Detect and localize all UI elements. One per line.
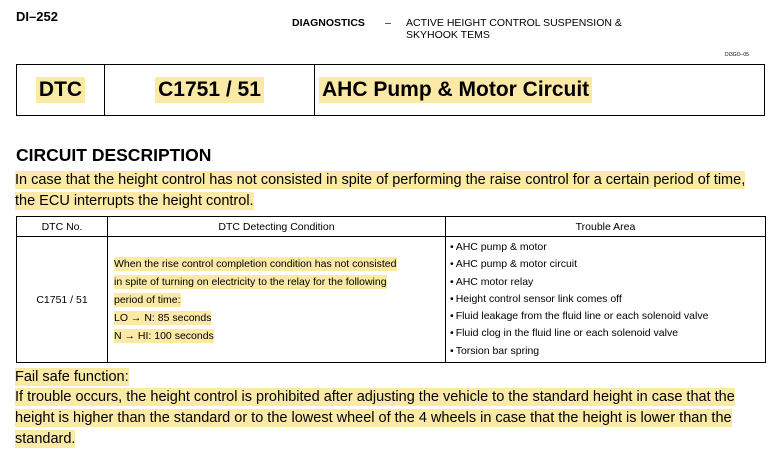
dtc-code: C1751 / 51: [155, 77, 264, 103]
circuit-description-title: CIRCUIT DESCRIPTION: [16, 145, 212, 165]
table-row: [17, 237, 766, 363]
cell-detecting-condition: [108, 237, 446, 363]
dtc-name-cell: [315, 65, 764, 115]
fail-safe-paragraph: [15, 387, 767, 450]
circuit-description-paragraph: [15, 170, 767, 212]
list-item: • AHC motor relay: [450, 274, 761, 291]
list-item: • Torsion bar spring: [450, 343, 761, 360]
circuit-description-text: In case that the height control has not consisted in spite of performing the raise control for a certain period of time, the ECU interrupts the height control.: [15, 172, 746, 209]
header-section: DIAGNOSTICS: [292, 17, 365, 29]
header-dash: –: [385, 17, 391, 29]
condition-line: N → HI: 100 seconds: [114, 329, 214, 342]
page-number: DI–252: [16, 9, 58, 24]
list-item: • Height control sensor link comes off: [450, 291, 761, 308]
list-item: • Fluid leakage from the fluid line or each solenoid valve: [450, 308, 761, 325]
cell-dtc-no: C1751 / 51: [17, 237, 108, 363]
list-item: • Fluid clog in the fluid line or each solenoid valve: [450, 325, 761, 342]
header-title: ACTIVE HEIGHT CONTROL SUSPENSION & SKYHOOK TEMS: [406, 17, 622, 41]
fail-safe-title: Fail safe function:: [15, 369, 129, 385]
condition-line: When the rise control completion condition has not consisted: [114, 257, 397, 270]
table-header-row: [17, 217, 766, 237]
fail-safe-heading: [15, 367, 767, 388]
dtc-table: [16, 216, 766, 363]
header-detecting-condition: DTC Detecting Condition: [108, 217, 446, 237]
list-item: • AHC pump & motor: [450, 239, 761, 256]
condition-line: period of time:: [114, 293, 181, 306]
dtc-name: AHC Pump & Motor Circuit: [319, 77, 592, 103]
header-dtc-no: DTC No.: [17, 217, 108, 237]
header-trouble-area: Trouble Area: [446, 217, 766, 237]
dtc-code-cell: [105, 65, 315, 115]
dtc-label-cell: [17, 65, 105, 115]
list-item: • AHC pump & motor circuit: [450, 256, 761, 273]
trouble-area-list: [450, 239, 761, 360]
dtc-label: DTC: [36, 77, 85, 103]
fail-safe-text: If trouble occurs, the height control is prohibited after adjusting the vehicle to the standard height in case that the height is higher than the standard or to the lowest wheel of the 4 wheels in case that the height is lower than the standard.: [15, 389, 735, 447]
cell-trouble-area: [446, 237, 766, 363]
condition-line: LO → N: 85 seconds: [114, 311, 212, 324]
dtc-box: [16, 64, 765, 116]
condition-line: in spite of turning on electricity to the relay for the following: [114, 275, 387, 288]
document-id: DI3GO–05: [725, 52, 749, 58]
